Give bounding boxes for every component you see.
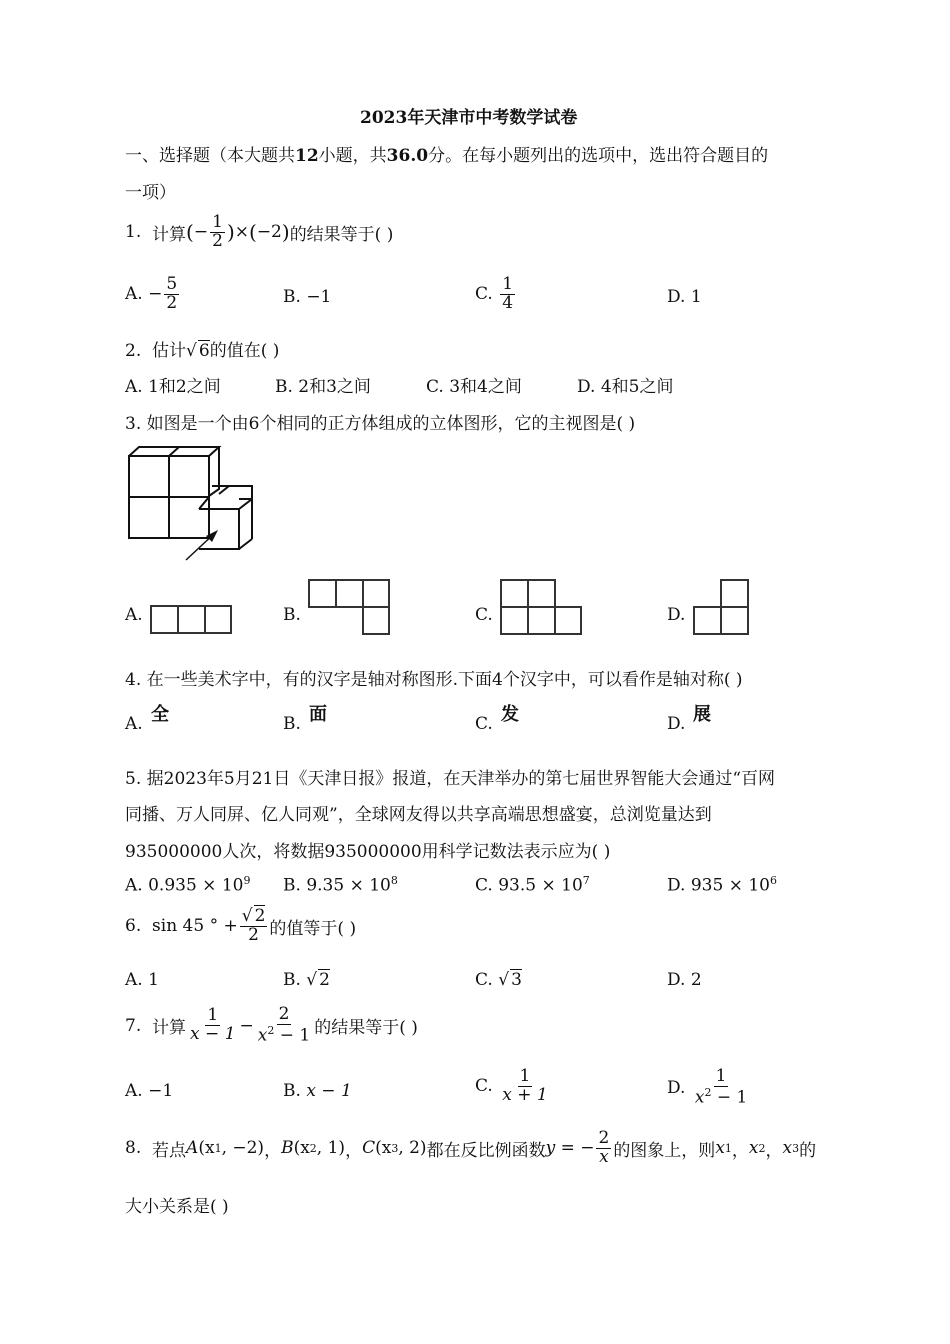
- question-8: 8. 若点 A (x 1 , −2) ， B (x 2 , 1) ， C (x 3 , 2) 都在反比例函数 y = − $\frac{2}{x}$ 的图象上，则 x 1 ， x 2 ， x 3 的: [125, 1128, 817, 1167]
- q7-option-d[interactable]: D. $\frac{1}{x^2 - 1}$: [667, 1066, 748, 1108]
- q3-option-b-figure: [308, 579, 392, 636]
- q4-option-d-char: 展: [693, 704, 711, 725]
- q1-option-d[interactable]: D. 1: [667, 287, 702, 307]
- question-4: 4. 在一些美术字中，有的汉字是轴对称图形.下面4个汉字中，可以看作是轴对称( ): [125, 670, 743, 690]
- q1-option-b[interactable]: B. −1: [283, 287, 332, 307]
- q4-option-d[interactable]: D.: [667, 714, 686, 734]
- section-header-line2: 一项）: [125, 183, 176, 203]
- q4-option-c-char: 发: [501, 704, 519, 725]
- question-5-line2: 同播、万人同屏、亿人同观”，全球网友得以共享高端思想盛宴，总浏览量达到: [125, 805, 712, 825]
- q3-option-c[interactable]: C.: [475, 605, 493, 625]
- question-7: 7. 计算 $\frac{1}{x - 1}$ − $\frac{2}{x^2 - 1}$ 的结果等于( ): [125, 1004, 418, 1046]
- q5-option-b[interactable]: B. $9.35 \times 10^8$: [283, 874, 398, 896]
- q6-option-a[interactable]: A. 1: [125, 970, 159, 990]
- question-2: 2. 估计√ 6的值在( ): [125, 341, 280, 361]
- q2-option-a[interactable]: A. 1和2之间: [125, 377, 221, 397]
- q5-option-a[interactable]: A. $0.935 \times 10^9$: [125, 874, 251, 896]
- q4-option-a-char: 全: [151, 704, 169, 725]
- q2-option-d[interactable]: D. 4和5之间: [577, 377, 674, 397]
- q7-option-b[interactable]: B. x − 1: [283, 1081, 352, 1101]
- section-header: 一、选择题（本大题共12小题，共36.0分。在每小题列出的选项中，选出符合题目的: [125, 146, 769, 166]
- q6-option-b[interactable]: B. √ 2: [283, 970, 330, 990]
- q3-option-d-figure: [693, 579, 751, 636]
- q3-option-b[interactable]: B.: [283, 605, 301, 625]
- q4-option-b-char: 面: [309, 704, 327, 725]
- q2-option-b[interactable]: B. 2和3之间: [275, 377, 371, 397]
- q5-option-d[interactable]: D. $935 \times 10^6$: [667, 874, 777, 896]
- cube-figure: [124, 444, 269, 564]
- q3-option-d[interactable]: D.: [667, 605, 686, 625]
- q3-option-a-figure: [150, 605, 234, 635]
- q7-option-c[interactable]: C. $\frac{1}{x + 1}$: [475, 1066, 548, 1105]
- q2-option-c[interactable]: C. 3和4之间: [426, 377, 522, 397]
- q6-option-c[interactable]: C. √ 3: [475, 970, 522, 990]
- question-3: 3. 如图是一个由6个相同的正方体组成的立体图形，它的主视图是( ): [125, 414, 636, 434]
- page-title: 2023年天津市中考数学试卷: [360, 108, 578, 128]
- question-1: 1. 计算 ( − $\frac{1}{2}$ ) × ( −2 ) 的结果等于( ): [125, 212, 394, 251]
- q1-option-c[interactable]: C. $\frac{1}{4}$: [475, 274, 514, 313]
- q4-option-a[interactable]: A.: [125, 714, 143, 734]
- q4-option-b[interactable]: B.: [283, 714, 301, 734]
- q4-option-c[interactable]: C.: [475, 714, 493, 734]
- q7-option-a[interactable]: A. −1: [125, 1081, 174, 1101]
- q3-option-a[interactable]: A.: [125, 605, 143, 625]
- question-8-line2: 大小关系是( ): [125, 1197, 229, 1217]
- q1-option-a[interactable]: A. − $\frac{5}{2}$: [125, 274, 178, 313]
- q3-option-c-figure: [500, 579, 584, 636]
- question-5-line1: 5. 据2023年5月21日《天津日报》报道，在天津举办的第七届世界智能大会通过“百网: [125, 769, 776, 789]
- question-6: 6. sin 45 ° + $\frac{√ 2}{2}$ 的值等于( ): [125, 906, 357, 945]
- question-5-line3: 935000000人次，将数据935000000用科学记数法表示应为( ): [125, 842, 611, 862]
- q5-option-c[interactable]: C. $93.5 \times 10^7$: [475, 874, 590, 896]
- q6-option-d[interactable]: D. 2: [667, 970, 702, 990]
